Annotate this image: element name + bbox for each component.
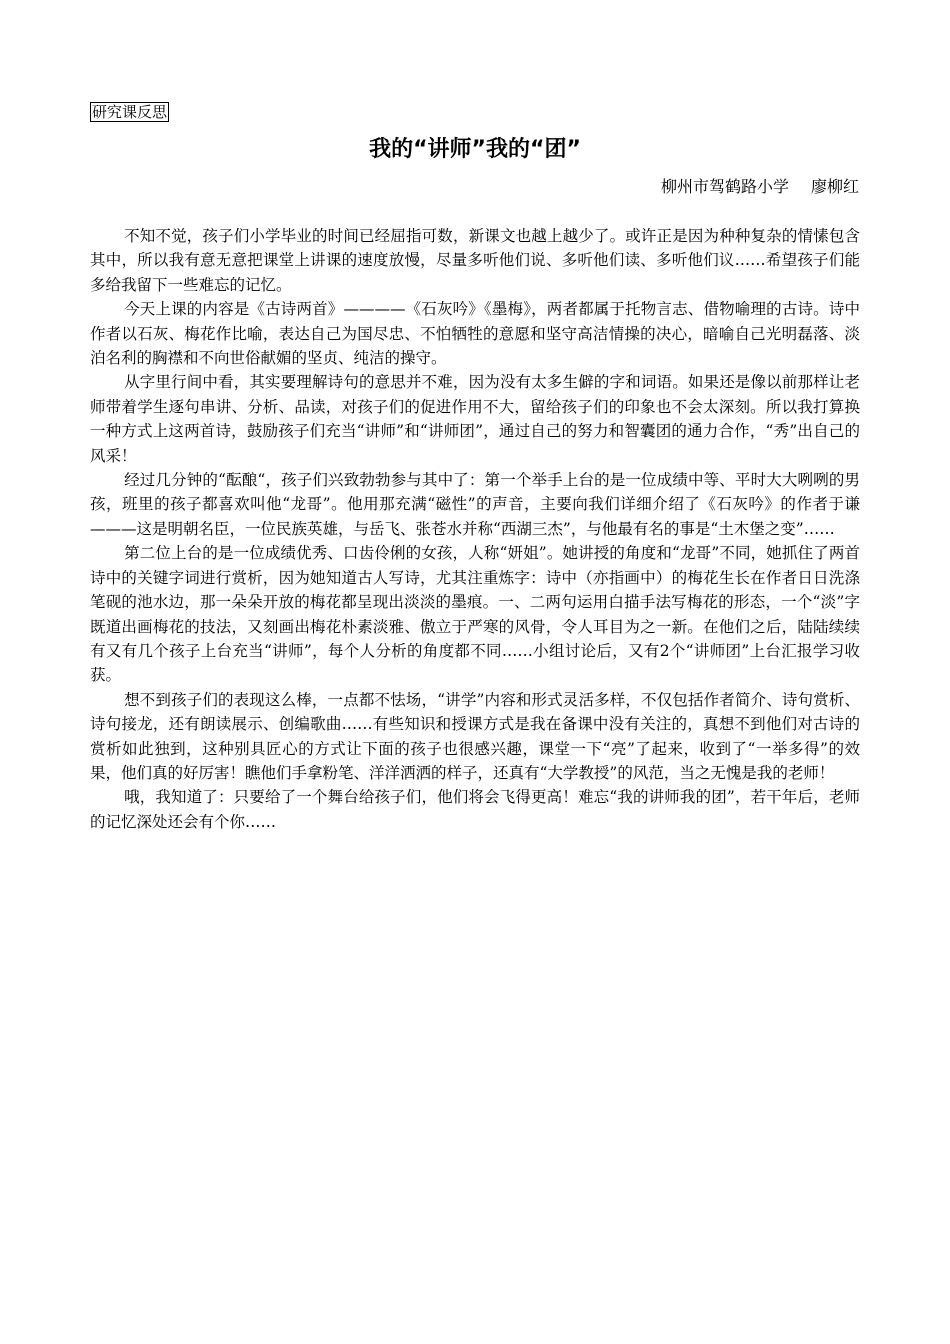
paragraph: 想不到孩子们的表现这么棒，一点都不怯场，“讲学”内容和形式灵活多样，不仅包括作者简介、诗句赏析、诗句接龙，还有朗读展示、创编歌曲……有些知识和授课方式是我在备课中没有关注的，真想不到他们对古诗的赏析如此独到，这种别具匠心的方式让下面的孩子也很感兴趣，课堂一下“亮”了起来，收到了“一举多得”的效果，他们真的好厉害！瞧他们手拿粉笔、洋洋洒洒的样子，还真有“大学教授”的风范，当之无愧是我的老师！ bbox=[90, 690, 860, 782]
paragraph: 第二位上台的是一位成绩优秀、口齿伶俐的女孩，人称“妍姐”。她讲授的角度和“龙哥”不同，她抓住了两首诗中的关键字词进行赏析，因为她知道古人写诗，尤其注重炼字：诗中（亦指画中）的梅花生长在作者日日洗涤笔砚的池水边，那一朵朵开放的梅花都呈现出淡淡的墨痕。一、二两句运用白描手法写梅花的形态，一个“淡”字既道出画梅花的技法，又刻画出梅花朴素淡雅、傲立于严寒的风骨，令人耳目为之一新。在他们之后，陆陆续续有又有几个孩子上台充当“讲师”，每个人分析的角度都不同……小组讨论后，又有2个“讲师团”上台汇报学习收获。 bbox=[90, 544, 860, 685]
paragraph: 从字里行间中看，其实要理解诗句的意思并不难，因为没有太多生僻的字和词语。如果还是像以前那样让老师带着学生逐句串讲、分析、品读，对孩子们的促进作用不大，留给孩子们的印象也不会太深刻。所以我打算换一种方式上这两首诗，鼓励孩子们充当“讲师”和“讲师团”，通过自己的努力和智囊团的通力合作，“秀”出自己的风采！ bbox=[90, 373, 860, 465]
author-name: 廖柳红 bbox=[810, 177, 859, 196]
paragraph: 经过几分钟的“酝酿“，孩子们兴致勃勃参与其中了：第一个举手上台的是一位成绩中等、平时大大咧咧的男孩，班里的孩子都喜欢叫他“龙哥”。他用那充满“磁性”的声音，主要向我们详细介绍了《石灰吟》的作者于谦———这是明朝名臣，一位民族英雄，与岳飞、张苍水并称“西湖三杰”，与他最有名的事是“土木堡之变”…… bbox=[90, 471, 860, 538]
author-line bbox=[661, 176, 859, 198]
page-title: 我的“讲师”我的“团” bbox=[369, 137, 581, 162]
paragraph: 哦，我知道了：只要给了一个舞台给孩子们，他们将会飞得更高！难忘“我的讲师我的团”，若干年后，老师的记忆深处还会有个你…… bbox=[90, 788, 860, 831]
paragraph: 不知不觉，孩子们小学毕业的时间已经屈指可数，新课文也越上越少了。或许正是因为种种复杂的情愫包含其中，所以我有意无意把课堂上讲课的速度放慢，尽量多听他们说、多听他们读、多听他们议……希望孩子们能多给我留下一些难忘的记忆。 bbox=[90, 227, 860, 294]
paragraph: 今天上课的内容是《古诗两首》————《石灰吟》《墨梅》，两者都属于托物言志、借物喻理的古诗。诗中作者以石灰、梅花作比喻，表达自己为国尽忠、不怕牺牲的意愿和坚守高洁情操的决心，暗喻自己光明磊落、淡泊名利的胸襟和不向世俗献媚的坚贞、纯洁的操守。 bbox=[90, 300, 860, 368]
category-tag: 研究课反思 bbox=[92, 103, 168, 121]
school-name: 柳州市驾鹤路小学 bbox=[660, 177, 789, 196]
article-body bbox=[90, 224, 860, 834]
